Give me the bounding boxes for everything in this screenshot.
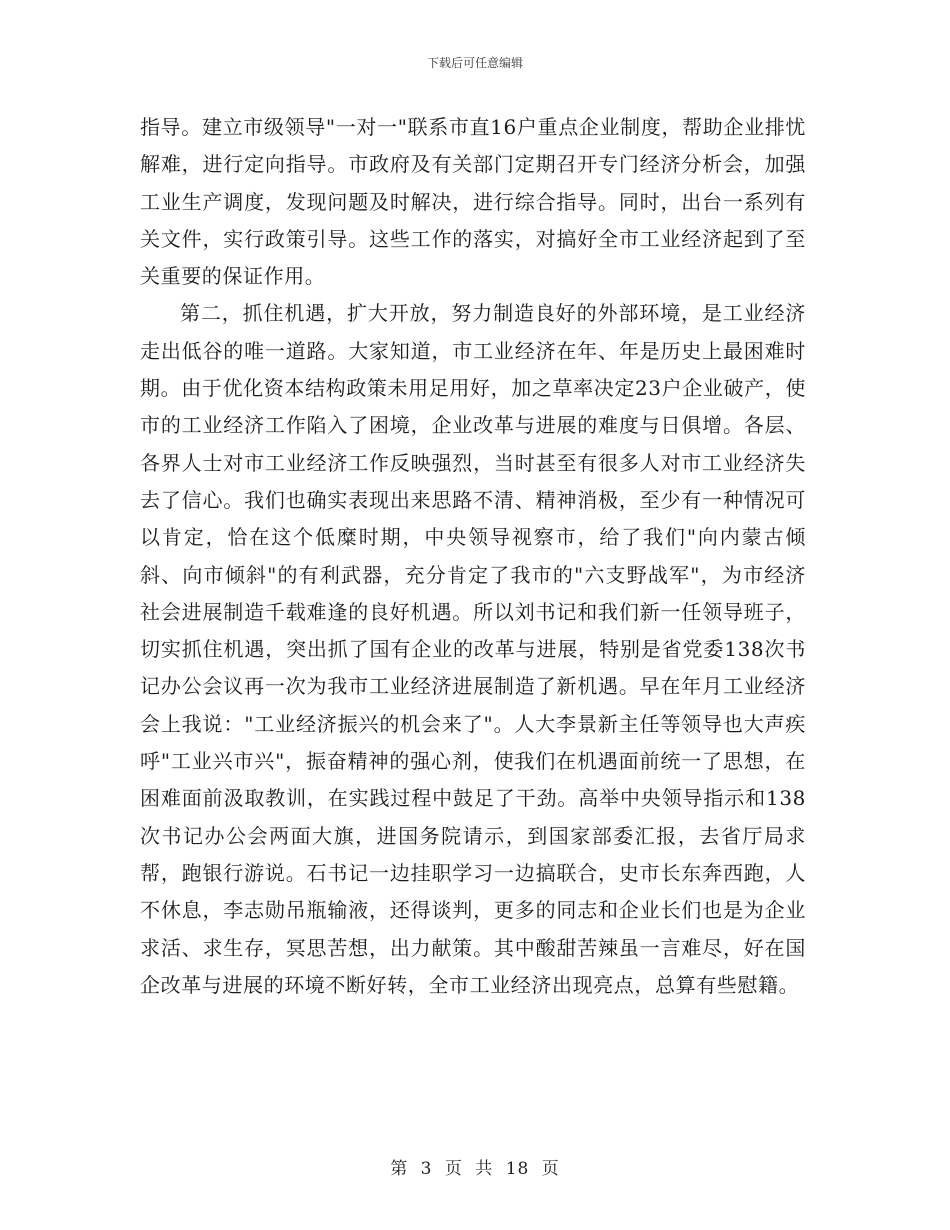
page-number-footer: 第 3 页 共 18 页 [390, 1159, 560, 1179]
page-header: 下载后可任意编辑 [426, 56, 523, 70]
paragraph-continuation: 指导。建立市级领导"一对一"联系市直16户重点企业制度，帮助企业排忧解难，进行定向指导。市政府及有关部门定期召开专门经济分析会，加强工业生产调度，发现问题及时解决，进行综合指导。同时，出台一系列有关文件，实行政策引导。这些工作的落实，对搞好全市工业经济起到了至关重要的保证作用。 [140, 115, 806, 289]
document-body [140, 109, 806, 1004]
paragraph-second-point: 第二，抓住机遇，扩大开放，努力制造良好的外部环境，是工业经济走出低谷的唯一道路。大家知道，市工业经济在年、年是历史上最困难时期。由于优化资本结构政策未用足用好，加之草率决定23户企业破产，使市的工业经济工作陷入了困境，企业改革与进展的难度与日俱增。各层、各界人士对市工业经济工作反映强烈，当时甚至有很多人对市工业经济失去了信心。我们也确实表现出来思路不清、精神消极，至少有一种情况可以肯定，恰在这个低糜时期，中央领导视察市，给了我们"向内蒙古倾斜、向市倾斜"的有利武器，充分肯定了我市的"六支野战军"，为市经济社会进展制造千载难逢的良好机遇。所以刘书记和我们新一任领导班子，切实抓住机遇，突出抓了国有企业的改革与进展，特别是省党委138次书记办公会议再一次为我市工业经济进展制造了新机遇。早在年月工业经济会上我说："工业经济振兴的机会来了"。人大李景新主任等领导也大声疾呼"工业兴市兴"，振奋精神的强心剂，使我们在机遇面前统一了思想，在困难面前汲取教训，在实践过程中鼓足了干劲。高举中央领导指示和138次书记办公会两面大旗，进国务院请示，到国家部委汇报，去省厅局求帮，跑银行游说。石书记一边挂职学习一边搞联合，史市长东奔西跑，人不休息，李志勋吊瓶输液，还得谈判，更多的同志和企业长们也是为企业求活、求生存，冥思苦想，出力献策。其中酸甜苦辣虽一言难尽，好在国企改革与进展的环境不断好转，全市工业经济出现亮点，总算有些慰籍。 [140, 301, 806, 997]
